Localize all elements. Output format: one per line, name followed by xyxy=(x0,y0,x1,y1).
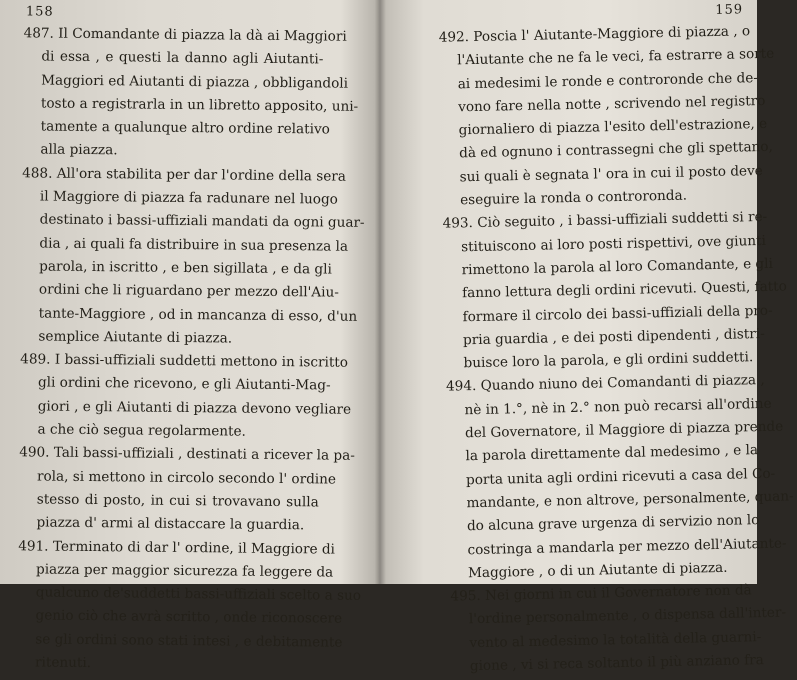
text-line: gione , vi si reca soltanto il più anziano fra xyxy=(469,652,764,675)
text-line: di essa , e questi la danno agli Aiutanti- xyxy=(41,48,324,68)
page-number-left: 158 xyxy=(25,4,54,20)
text-line: fanno lettura degli ordini ricevuti. Questi, fatto xyxy=(461,278,788,302)
text-line: dia , ai quali fa distribuire in sua presenza la xyxy=(39,235,349,255)
left-page-text xyxy=(17,22,365,677)
text-line: ordini che li riguardano per mezzo dell'Aiu- xyxy=(38,281,339,301)
text-line: Maggiore , o di un Aiutante di piazza. xyxy=(467,559,728,582)
text-line: l'ordine personalmente , o dispensa dall'inter- xyxy=(468,605,787,628)
text-line: 491. Terminato di dar l' ordine, il Maggiore di xyxy=(18,537,336,558)
text-line: rola, si mettono in circolo secondo l' ordine xyxy=(36,468,337,488)
paragraph-490 xyxy=(18,442,355,538)
text-line: giornaliero di piazza l'esito dell'estrazione, e xyxy=(458,116,768,139)
text-line: l'Aiutante che ne fa le veci, fa estrarre a sorte xyxy=(457,46,775,69)
text-line: piazza d' armi al distaccare la guardia. xyxy=(36,514,305,534)
text-line: Maggiori ed Aiutanti di piazza , obbligandoli xyxy=(41,72,349,92)
text-line: giori , e gli Aiutanti di piazza devono vegliare xyxy=(37,398,352,418)
text-line: rimettono la parola al loro Comandante, e gli xyxy=(461,255,774,279)
text-line: mandante, e non altrove, personalmente, quan- xyxy=(466,488,794,512)
text-line: piazza per maggior sicurezza fa leggere da xyxy=(35,561,334,581)
text-line: formare il circolo dei bassi-uffiziali della pro- xyxy=(462,302,773,325)
text-line: tosto a registrarla in un libretto apposito, uni- xyxy=(40,95,359,115)
text-line: 492. Poscia l' Aiutante-Maggiore di piazza , o xyxy=(438,23,751,46)
text-line: nè in 1.°, nè in 2.° non può recarsi all'ordine xyxy=(464,395,772,419)
text-line: il Maggiore di piazza fa radunare nel luogo xyxy=(39,188,339,208)
text-line: tante-Maggiore , od in mancanza di esso, d'un xyxy=(38,305,358,325)
text-line: eseguire la ronda o controronda. xyxy=(460,187,688,209)
text-line: vento al medesimo la totalità della guarni- xyxy=(469,628,762,651)
text-line: do alcuna grave urgenza di servizio non lo xyxy=(466,512,760,535)
text-line: 490. Tali bassi-uffiziali , destinati a ricever la pa- xyxy=(19,444,355,465)
text-line: 489. I bassi-uffiziali suddetti mettono in iscritto xyxy=(20,351,349,371)
text-line: 495. Nei giorni in cui il Governatore non dà xyxy=(450,582,752,605)
text-line: se gli ordini sono stati intesi , e debitamente xyxy=(35,631,343,651)
text-line: la parola direttamente dal medesimo , e la xyxy=(465,442,759,465)
text-line: vono fare nella notte , scrivendo nel registro xyxy=(458,92,766,116)
text-line: gli ordini che ricevono, e gli Aiutanti-Mag- xyxy=(37,374,331,394)
text-line: 487. Il Comandante di piazza la dà ai Maggiori xyxy=(23,25,347,45)
paragraph-488 xyxy=(20,162,365,352)
text-line: del Governatore, il Maggiore di piazza prende xyxy=(464,418,784,442)
text-line: tamente a qualunque altro ordine relativo xyxy=(40,118,330,138)
page-number-right: 159 xyxy=(715,2,744,18)
text-line: a che ciò segua regolarmente. xyxy=(37,421,247,440)
text-line: alla piazza. xyxy=(40,141,118,159)
left-page xyxy=(0,0,372,672)
text-line: stituiscono ai loro posti rispettivi, ove giunti xyxy=(460,232,767,255)
text-line: 494. Quando niuno dei Comandanti di piazza , xyxy=(445,372,765,396)
text-line: ai medesimi le ronde e controronde che de- xyxy=(457,69,759,92)
text-line: parola, in iscritto , e ben sigillata , e da gli xyxy=(39,258,332,278)
text-line: 493. Ciò seguito , i bassi-uffiziali suddetti si re- xyxy=(442,209,768,233)
right-page xyxy=(380,0,794,675)
text-line: costringa a mandarla per mezzo dell'Aiutante- xyxy=(467,535,787,558)
text-line: pria guardia , e dei posti dipendenti , distri- xyxy=(462,325,765,349)
text-line: qualcuno de'suddetti bassi-uffiziali scelto a suo xyxy=(35,584,362,604)
paragraph-491 xyxy=(17,535,362,678)
right-page-text xyxy=(438,20,794,678)
text-line: semplice Aiutante di piazza. xyxy=(38,328,233,347)
text-line: buisce loro la parola, e gli ordini suddetti. xyxy=(463,349,754,372)
text-line: stesso di posto, in cui si trovavano sulla xyxy=(36,491,319,511)
paragraph-489 xyxy=(19,348,352,444)
paragraph-493 xyxy=(442,207,788,376)
paragraph-487 xyxy=(22,22,359,165)
text-line: genio ciò che avrà scritto , onde riconoscere xyxy=(35,607,343,628)
paragraph-494 xyxy=(445,370,794,586)
text-line: dà ed ognuno i contrassegni che gli spettano, xyxy=(459,139,774,162)
text-line: 488. All'ora stabilita per dar l'ordine della sera xyxy=(22,165,346,185)
paragraph-495 xyxy=(450,579,787,678)
text-line: sui quali è segnata l' ora in cui il posto deve xyxy=(459,162,763,186)
text-line: porta unita agli ordini ricevuti a casa del Co- xyxy=(465,465,776,488)
paragraph-492 xyxy=(438,20,775,213)
text-line: ritenuti. xyxy=(34,654,92,672)
text-line: destinato i bassi-uffiziali mandati da ogni guar- xyxy=(39,211,365,232)
